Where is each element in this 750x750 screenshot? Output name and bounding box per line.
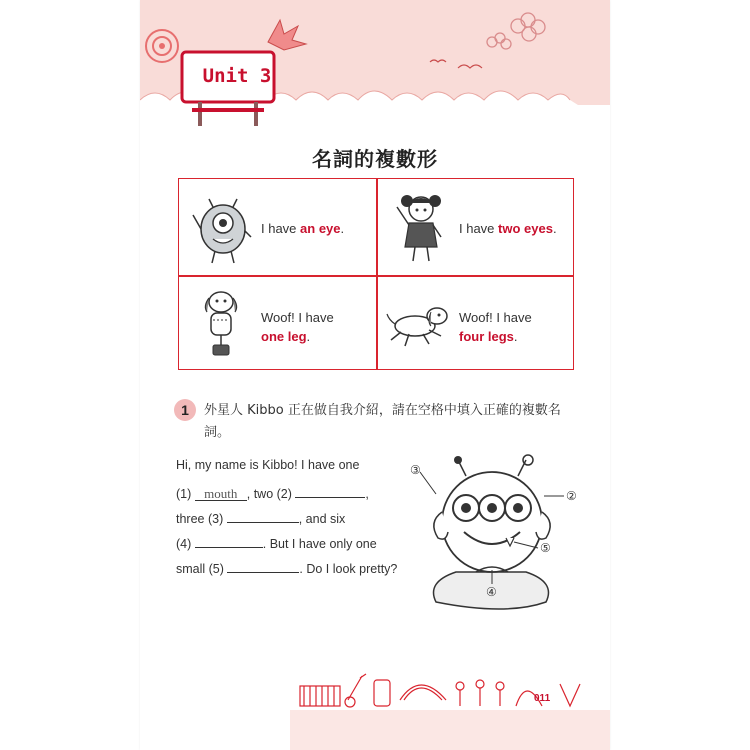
label-3: ③ [410,463,421,477]
example-sentence: I have an eye. [261,221,345,236]
example-cell-one-eye [179,179,376,275]
example-cell-two-eyes [377,179,574,275]
running-dog-illustration [385,286,453,364]
kibbo-alien-illustration [406,452,581,622]
blank-2-input[interactable] [295,483,365,498]
example-sentence: Woof! I have four legs. [459,310,532,344]
blank-4-input[interactable] [195,533,263,548]
label-2: ② [566,489,577,503]
label-5: ⑤ [540,541,551,555]
exercise-line-1: Hi, my name is Kibbo! I have one [176,458,360,472]
blank-5-input[interactable] [227,558,299,573]
exercise-line-5: small (5) . Do I look pretty? [176,558,397,576]
example-sentence: I have two eyes. [459,221,557,236]
exercise-line-3: three (3) , and six [176,508,345,526]
label-4: ④ [486,585,497,599]
question-instructions: 外星人 Kibbo 正在做自我介紹，請在空格中填入正確的複數名詞。 [204,403,561,440]
blank-3-input[interactable] [227,508,299,523]
highlight-noun: one leg [261,329,307,344]
examples-table [178,178,574,370]
highlight-noun: an eye [300,221,341,236]
page-number: 011 [534,693,551,704]
one-eyed-monster-illustration [187,189,255,267]
girl-illustration [385,189,453,267]
section-title: 名詞的複數形 [312,147,438,171]
example-sentence: Woof! I have one leg. [261,310,334,344]
blank-1-filled: mouth [195,486,247,501]
workbook-page [140,0,610,750]
unit-title: Unit 3 [202,65,272,87]
highlight-noun: four legs [459,329,514,344]
example-cell-one-leg [179,276,376,372]
footer-doodles-illustration [290,660,610,750]
one-legged-dog-illustration [187,286,255,364]
example-cell-four-legs [377,276,574,372]
question-number-badge: 1 [174,399,196,421]
exercise-line-4: (4) . But I have only one [176,533,377,551]
exercise-line-2: (1) mouth , two (2) , [176,483,369,501]
highlight-noun: two eyes [498,221,553,236]
